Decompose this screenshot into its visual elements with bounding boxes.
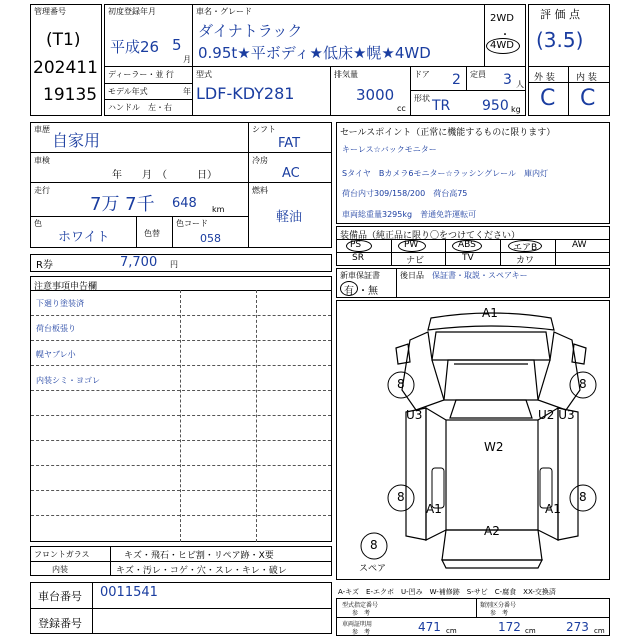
note-2: 荷台板張り (36, 324, 76, 333)
equip-ps: PS (350, 240, 362, 250)
tire-front-left-grade: 8 (397, 377, 405, 391)
length-value: 471 (418, 620, 441, 634)
load-unit: kg (511, 105, 521, 114)
spare-tire-grade: 8 (370, 538, 378, 552)
chassis-label: 車台番号 (38, 590, 82, 603)
inspection-label: 車検 (34, 156, 50, 165)
interior-label: 内装 (52, 565, 68, 574)
tire-rear-right-grade: 8 (579, 490, 587, 504)
registration-month-unit: 月 (183, 55, 191, 64)
use-label: 車歴 (34, 125, 50, 134)
exterior-grade: C (540, 86, 556, 111)
management-line2: 202411 (33, 58, 98, 78)
recycle-label: R券 (36, 260, 53, 271)
model-year-label: モデル年式 (108, 87, 148, 96)
registration-era: 平成26 (110, 38, 160, 56)
equip-tv: TV (462, 253, 474, 263)
sales-point-3: 荷台内寸309/158/200 荷台高75 (342, 189, 468, 198)
class-label: 類別区分番号 (480, 602, 517, 609)
shape-label: 形状 (414, 94, 430, 103)
cert-label: 車両証明用 (342, 621, 373, 628)
management-line1: (T1) (46, 30, 81, 50)
car-name-label: 車名・グレード (196, 7, 252, 16)
recycle-box (30, 254, 332, 272)
registration-month: 5 (172, 36, 182, 54)
equip-sr: SR (352, 253, 364, 263)
damage-u3-left: U3 (406, 408, 423, 422)
equip-pw: PW (404, 240, 419, 250)
load-value: 950 (482, 98, 509, 114)
ac-value: AC (282, 166, 300, 181)
car-name-line2: 0.95t★平ボディ★低床★幌★4WD (198, 44, 431, 62)
shape-value: TR (432, 98, 451, 114)
exterior-grade-label: 外 装 (534, 73, 555, 83)
doors-label: ドア (414, 70, 430, 79)
management-line3: 19135 (43, 85, 98, 105)
after-book-value: 保証書・取説・スペアキー (432, 271, 528, 280)
shift-value: FAT (278, 136, 301, 151)
model-year-unit: 年 (183, 87, 191, 96)
damage-u2u3-right: U2 U3 (538, 408, 575, 422)
model-label: 型式 (196, 70, 212, 79)
damage-a1-front: A1 (482, 306, 498, 320)
drive-dot: ・ (500, 30, 510, 41)
color-code: 058 (200, 232, 221, 245)
note-1: 下廻り塗装済 (36, 299, 84, 308)
displacement-label: 排気量 (334, 70, 358, 79)
after-book-label: 後日品 (400, 271, 424, 280)
damage-a2: A2 (484, 524, 500, 538)
displacement-value: 3000 (356, 86, 395, 104)
mileage-value: 7万 7千 (90, 194, 155, 215)
color-label: 色 (34, 219, 42, 228)
height-value: 273 (566, 620, 589, 634)
handle-label: ハンドル 左・右 (108, 103, 172, 112)
grade-value: (3.5) (536, 28, 584, 52)
equipment-title: 装備品（純正品に限り〇をつけてください） (340, 231, 521, 241)
recycle-value: 7,700 (120, 255, 158, 270)
length-unit: cm (446, 627, 457, 635)
interior-grade: C (580, 86, 596, 111)
tire-front-right-grade: 8 (579, 377, 587, 391)
width-unit: cm (525, 627, 536, 635)
color-code-label: 色コード (176, 219, 208, 228)
damage-a1-rear-left: A1 (426, 502, 442, 516)
grade-label: 評 価 点 (540, 8, 580, 21)
note-3: 幌ヤブレ小 (36, 350, 76, 359)
management-label: 管理番号 (34, 7, 66, 16)
warranty-yes: 有 (344, 286, 354, 297)
interior-value: キズ・汚レ・コゲ・穴・スレ・キレ・破レ (116, 566, 287, 576)
spec-ref: 参 考 (352, 610, 371, 617)
damage-w2: W2 (484, 440, 504, 454)
sales-point-4: 車両総重量3295kg 普通免許運転可 (342, 210, 477, 219)
equip-leather: カワ (516, 256, 535, 266)
capacity-label: 定員 (470, 70, 486, 79)
notes-title: 注意事項申告欄 (34, 282, 98, 292)
color-change-label: 色替 (144, 229, 160, 238)
warranty-rest: ・無 (358, 286, 378, 297)
model-value: LDF-KDY281 (196, 84, 295, 103)
tire-rear-left-grade: 8 (397, 490, 405, 504)
color-value: ホワイト (58, 230, 110, 245)
ac-label: 冷房 (252, 156, 268, 165)
equip-abs: ABS (458, 240, 476, 250)
shift-label: シフト (252, 125, 276, 134)
equip-airbag: エアB (513, 243, 538, 253)
note-4: 内装シミ・ヨゴレ (36, 376, 100, 385)
registration-number-label: 登録番号 (38, 617, 82, 630)
inspection-text: 年 月 （ 日） (112, 170, 217, 181)
use-value: 自家用 (52, 131, 101, 150)
sales-point-1: キーレス☆バックモニター (342, 145, 437, 154)
dealer-label: ディーラー・並 行 (108, 70, 174, 79)
interior-grade-label: 内 装 (576, 73, 597, 83)
first-registration-label: 初度登録年月 (108, 7, 156, 16)
drive-4wd: 4WD (490, 40, 514, 51)
fuel-value: 軽油 (276, 210, 303, 225)
spare-tire-label: スペア (359, 564, 387, 574)
equip-navi: ナビ (406, 256, 425, 266)
doors-value: 2 (452, 72, 461, 88)
sales-point-2: Sタイヤ Bカメラ6モニター☆ラッシングレール 庫内灯 (342, 169, 548, 178)
mileage-km-unit: km (212, 205, 225, 214)
recycle-unit: 円 (170, 260, 178, 269)
mileage-label: 走行 (34, 186, 50, 195)
damage-a1-rear-right: A1 (545, 502, 561, 516)
height-unit: cm (594, 627, 605, 635)
drive-2wd: 2WD (490, 13, 514, 24)
warranty-label: 新車保証書 (340, 271, 380, 280)
capacity-value: 3 (503, 72, 512, 88)
cert-ref: 参 考 (352, 629, 371, 636)
front-glass-label: フロントガラス (34, 550, 90, 559)
damage-legend: A-キズ E-エクボ U-凹み W-補修跡 S-サビ C-腐食 XX-交換済 (338, 588, 556, 596)
spec-label: 型式指定番号 (342, 602, 379, 609)
width-value: 172 (498, 620, 521, 634)
front-glass-value: キズ・飛石・ヒビ割・リペア跡・X要 (124, 551, 274, 561)
displacement-unit: cc (397, 104, 406, 113)
sales-points-title: セールスポイント（正常に機能するものに限ります） (340, 128, 556, 138)
car-name-line1: ダイナトラック (198, 22, 303, 40)
class-ref: 参 考 (490, 610, 509, 617)
equip-aw: AW (572, 240, 587, 250)
capacity-unit: 人 (516, 80, 524, 89)
chassis-value: 0011541 (100, 585, 158, 600)
fuel-label: 燃料 (252, 186, 268, 195)
mileage-km-value: 648 (172, 196, 197, 211)
